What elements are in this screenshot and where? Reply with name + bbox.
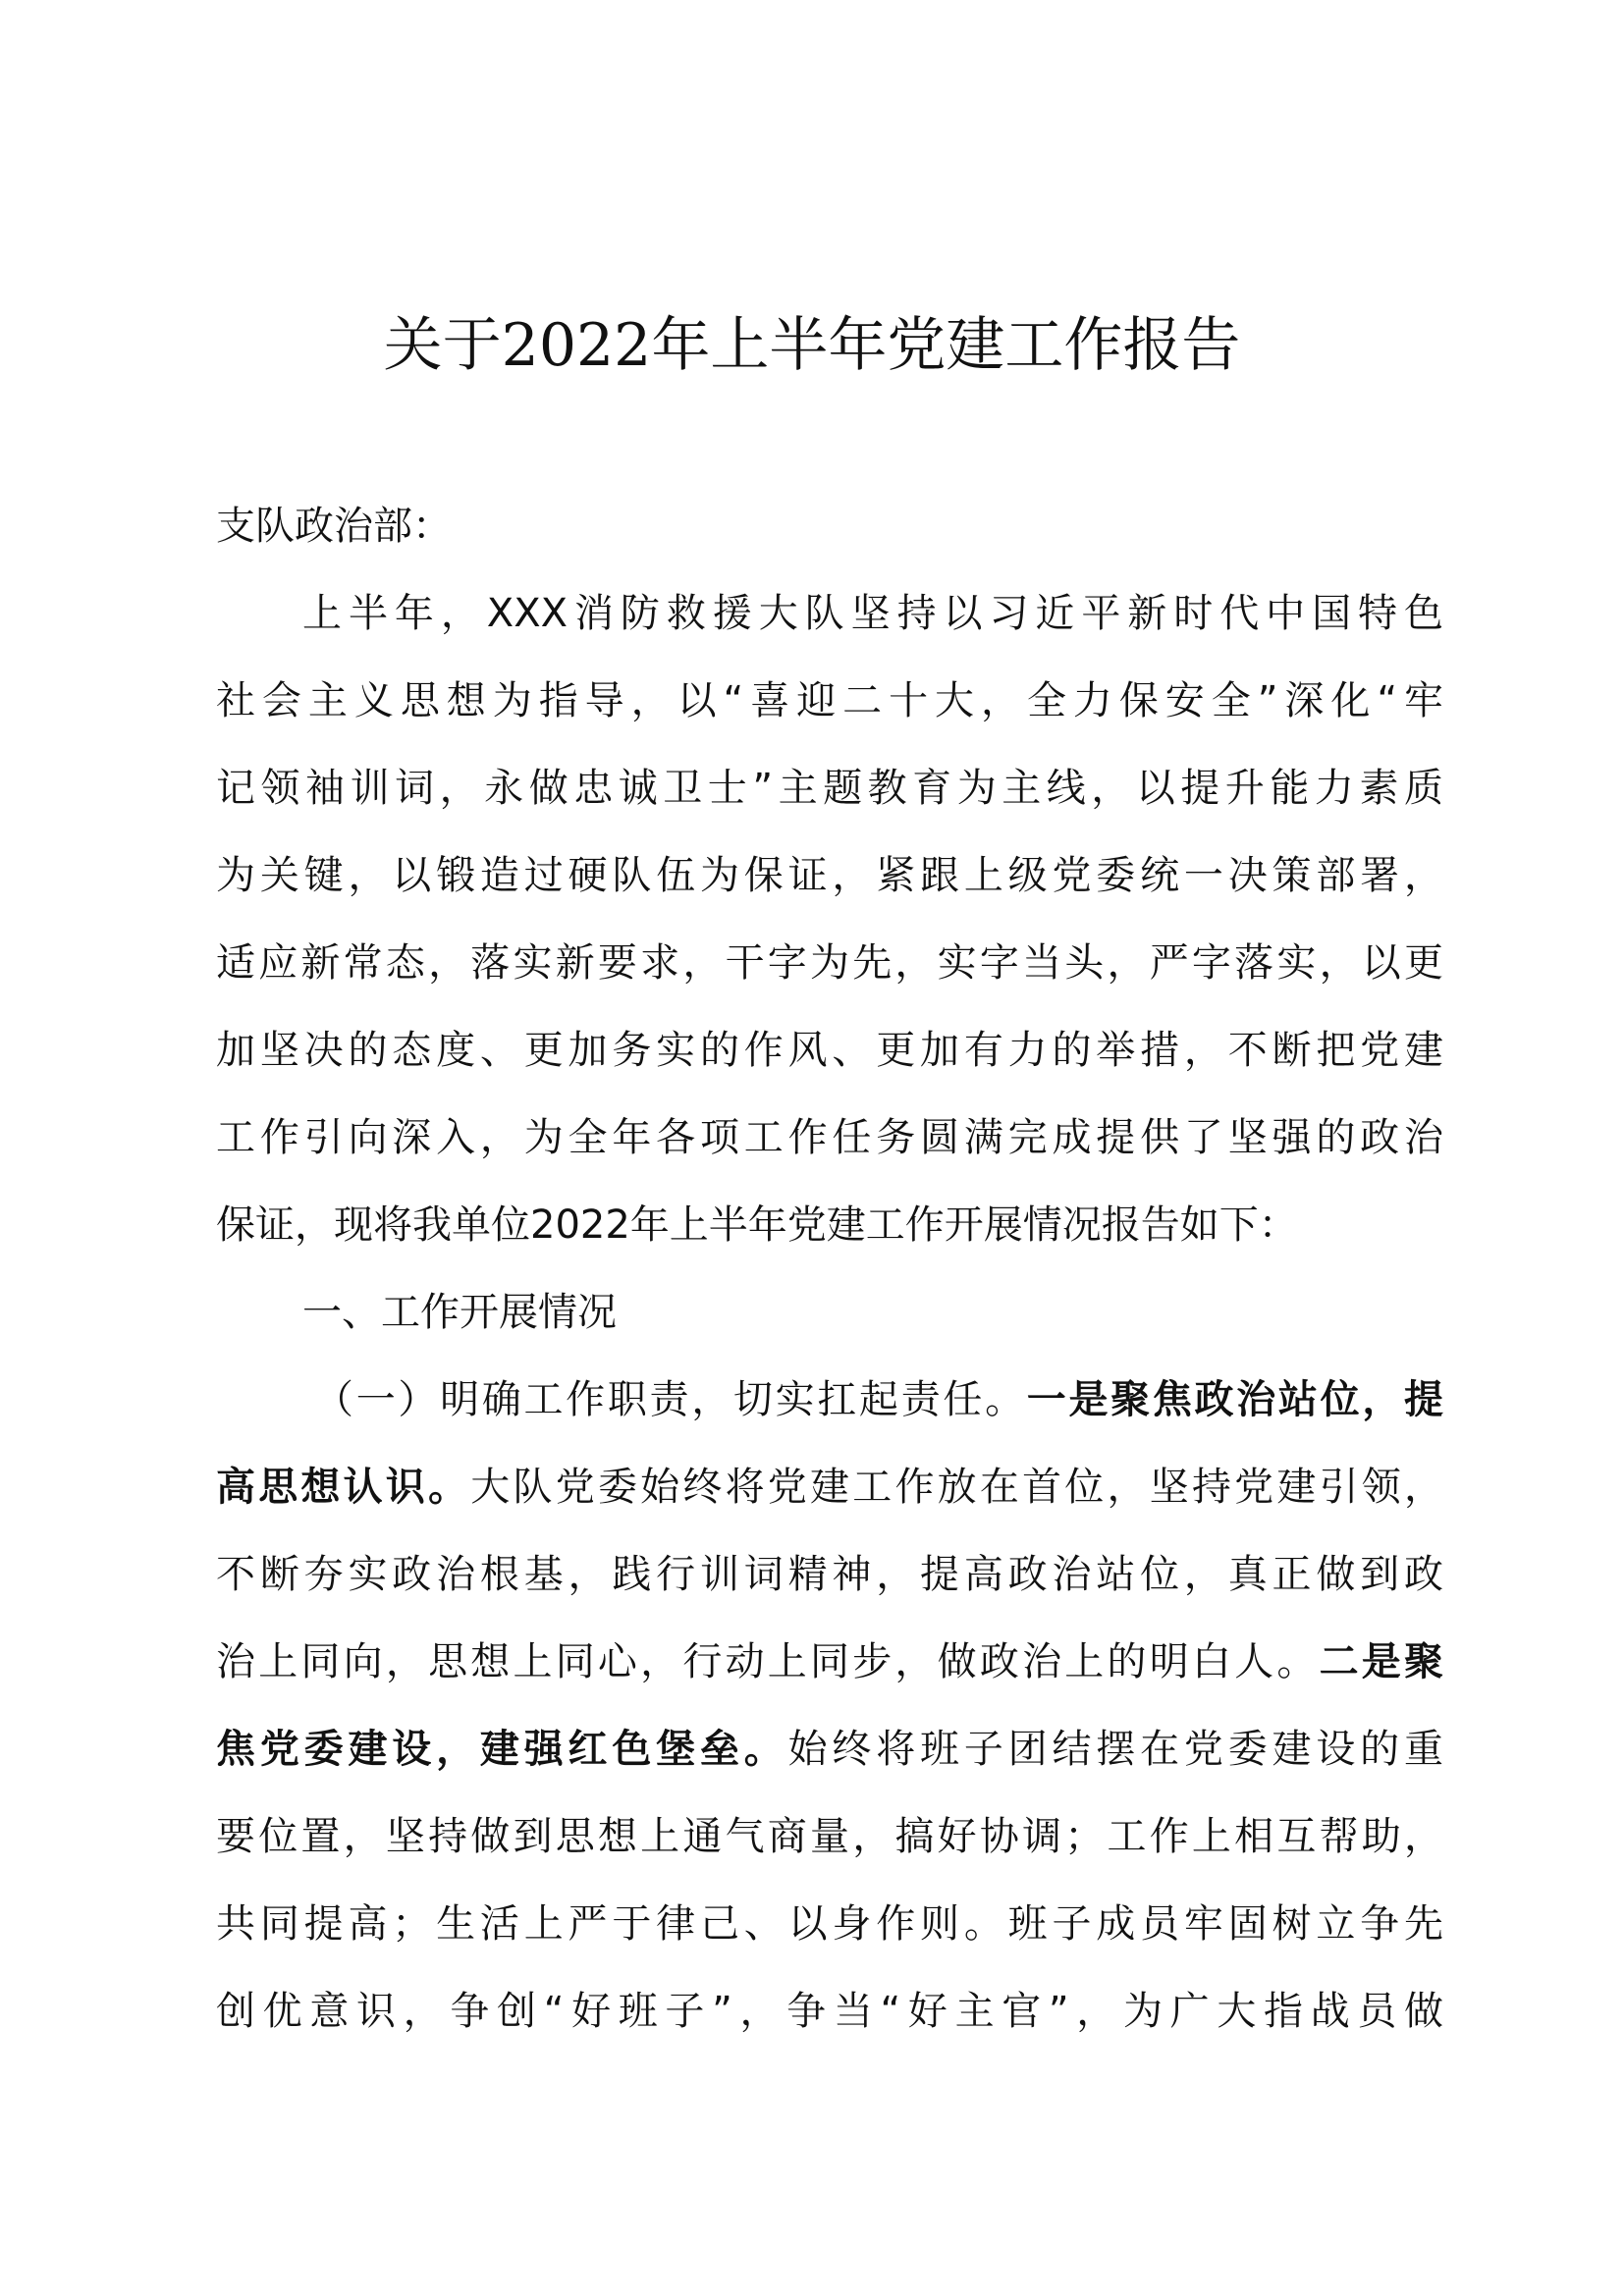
- paragraph-line: [216, 1444, 1443, 1531]
- paragraph-line: 工作引向深入，为全年各项工作任务圆满完成提供了坚强的政治: [216, 1115, 1443, 1160]
- paragraph-line: 保证，现将我单位2022年上半年党建工作开展情况报告如下：: [216, 1202, 1298, 1248]
- subsection-line: [216, 1357, 1443, 1444]
- point-two-title-part1: 二是聚: [1319, 1639, 1444, 1684]
- paragraph-line: 记领袖训词，永做忠诚卫士”主题教育为主线，以提升能力素质: [216, 766, 1443, 811]
- point-two-title-part2: 焦党委建设，建强红色堡垒。: [216, 1727, 788, 1772]
- subsection-heading: （一）明确工作职责，切实扛起责任。: [314, 1377, 1027, 1422]
- section-heading: 一、工作开展情况: [302, 1290, 617, 1335]
- point-one-title-part2: 高思想认识。: [216, 1465, 471, 1510]
- point-two-text: 始终将班子团结摆在党委建设的重: [787, 1727, 1444, 1772]
- point-one-title-part1: 一是聚焦政治站位，提: [1026, 1377, 1444, 1422]
- point-one-text-end: 治上同向，思想上同心，行动上同步，做政治上的明白人。: [216, 1639, 1320, 1684]
- paragraph-line: 为关键，以锻造过硬队伍为保证，紧跟上级党委统一决策部署，: [216, 853, 1443, 898]
- paragraph-line: [216, 1619, 1443, 1706]
- paragraph-line: 上半年，XXX消防救援大队坚持以习近平新时代中国特色: [302, 591, 1443, 636]
- paragraph-line: 适应新常态，落实新要求，干字为先，实字当头，严字落实，以更: [216, 940, 1443, 986]
- paragraph-line: 创优意识，争创“好班子”，争当“好主官”，为广大指战员做: [216, 1989, 1443, 2034]
- paragraph-line: 不断夯实政治根基，践行训词精神，提高政治站位，真正做到政: [216, 1552, 1443, 1597]
- document-body: [216, 483, 1443, 2056]
- paragraph-line: 加坚决的态度、更加务实的作风、更加有力的举措，不断把党建: [216, 1028, 1443, 1073]
- point-one-text: 大队党委始终将党建工作放在首位，坚持党建引领，: [470, 1465, 1444, 1510]
- paragraph-line: 社会主义思想为指导，以“喜迎二十大，全力保安全”深化“牢: [216, 678, 1443, 723]
- salutation: 支队政治部：: [216, 504, 452, 549]
- document-title: 关于2022年上半年党建工作报告: [383, 311, 1241, 380]
- paragraph-line: [216, 1706, 1443, 1793]
- paragraph-line: 共同提高；生活上严于律己、以身作则。班子成员牢固树立争先: [216, 1901, 1443, 1947]
- paragraph-line: 要位置，坚持做到思想上通气商量，搞好协调；工作上相互帮助，: [216, 1814, 1443, 1859]
